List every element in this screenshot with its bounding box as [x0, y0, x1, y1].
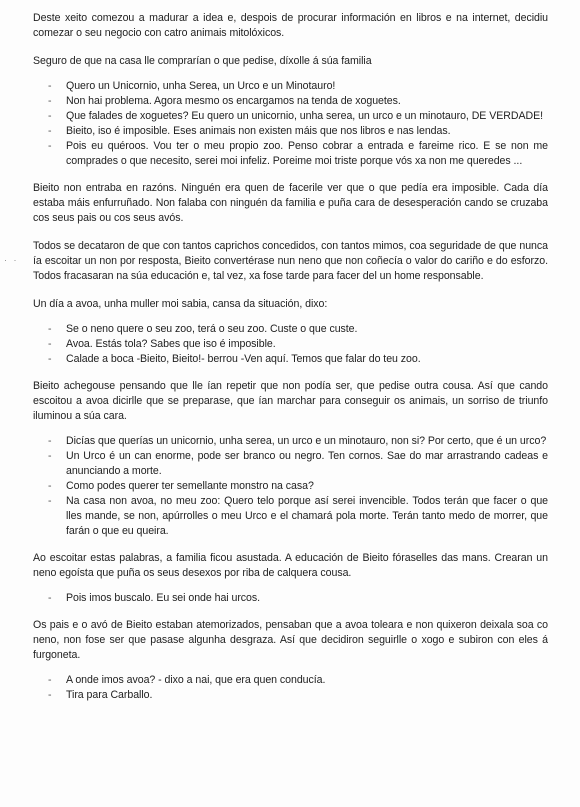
paragraph-3: Bieito non entraba en razóns. Ninguén era quen de facerile ver que o que pedía era imposible. Cada día estaba máis enfurruñado. Non falaba con ninguén da familia e puña cara de desesperación cando se cruzaba cos seus pais ou cos seus avós. — [33, 182, 548, 224]
dialogue-line: - Pois imos buscalo. Eu sei onde hai urcos. — [48, 592, 261, 604]
dialogue-line: - Na casa non avoa, no meu zoo: Quero telo porque así serei invencible. Todos terán que facer o que lles mande, se non, apúrrolles o meu Urco e el chamará pola morte. Terán tanto medo de morrer, que farán o que eu queira. — [48, 495, 548, 537]
margin-mark: · · — [4, 255, 19, 265]
dialogue-line: - Como podes querer ter semellante monstro na casa? — [48, 480, 314, 492]
paragraph-8: Os pais e o avó de Bieito estaban atemorizados, pensaban que a avoa toleara e non quixeron deixala soa co neno, non fose ser que pasase algunha desgraza. Así que decidiron seguirlle o xogo e subiron con eles á furgoneta. — [33, 619, 548, 661]
dialogue-list-5 — [33, 673, 548, 703]
dialogue-list-1 — [33, 79, 548, 169]
dialogue-line: - Non hai problema. Agora mesmo os encargamos na tenda de xoguetes. — [48, 95, 401, 107]
dialogue-line: - Bieito, iso é imposible. Eses animais non existen máis que nos libros e nas lendas. — [48, 125, 451, 137]
dialogue-line: - Un Urco é un can enorme, pode ser branco ou negro. Ten cornos. Sae do mar arrastrando cadeas e anunciando a morte. — [48, 450, 548, 477]
dialogue-list-2 — [33, 322, 548, 367]
dialogue-list-3 — [33, 434, 548, 539]
paragraph-7: Ao escoitar estas palabras, a familia ficou asustada. A educación de Bieito fóraselles das mans. Crearan un neno egoísta que puña os seus desexos por riba de calquera cousa. — [33, 552, 548, 579]
paragraph-6: Bieito achegouse pensando que lle ían repetir que non podía ser, que pedise outra cousa. Así que cando escoitou a avoa dicirlle que se preparase, que ían marchar para conseguir os animais, un sorriso de triunfo iluminou a súa cara. — [33, 380, 548, 422]
paragraph-4: Todos se decataron de que con tantos caprichos concedidos, con tantos mimos, coa seguridade de que nunca ía escoitar un non por resposta, Bieito convertérase nun neno que non coñecía o valor do cariño e do esforzo. Todos fracasaran na súa educación e, tal vez, xa fose tarde para facer del un home responsable. — [33, 240, 548, 282]
dialogue-line: - Dicías que querías un unicornio, unha serea, un urco e un minotauro, non si? Por certo, que é un urco? — [48, 435, 547, 447]
dialogue-line: - A onde imos avoa? - dixo a nai, que era quen conducía. — [48, 674, 326, 686]
dialogue-line: - Avoa. Estás tola? Sabes que iso é imposible. — [48, 338, 276, 350]
dialogue-line: - Tira para Carballo. — [48, 689, 153, 701]
dialogue-line: - Pois eu quéroos. Vou ter o meu propio zoo. Penso cobrar a entrada e fareime rico. E se non me comprades o que necesito, serei moi infeliz. Poreime moi triste porque vós xa non me queredes ... — [48, 140, 548, 167]
paragraph-2: Seguro de que na casa lle comprarían o que pedise, díxolle á súa familia — [33, 55, 372, 67]
dialogue-line: - Que falades de xoguetes? Eu quero un unicornio, unha serea, un urco e un minotauro, DE VERDADE! — [48, 110, 543, 122]
dialogue-line: - Quero un Unicornio, unha Serea, un Urco e un Minotauro! — [48, 80, 336, 92]
paragraph-5: Un día a avoa, unha muller moi sabia, cansa da situación, dixo: — [33, 298, 328, 310]
dialogue-line: - Se o neno quere o seu zoo, terá o seu zoo. Custe o que custe. — [48, 323, 358, 335]
dialogue-list-4 — [33, 591, 548, 606]
paragraph-1: Deste xeito comezou a madurar a idea e, despois de procurar información en libros e na internet, decidiu comezar o seu negocio con catro animais mitolóxicos. — [33, 12, 548, 39]
dialogue-line: - Calade a boca -Bieito, Bieito!- berrou -Ven aquí. Temos que falar do teu zoo. — [48, 353, 421, 365]
